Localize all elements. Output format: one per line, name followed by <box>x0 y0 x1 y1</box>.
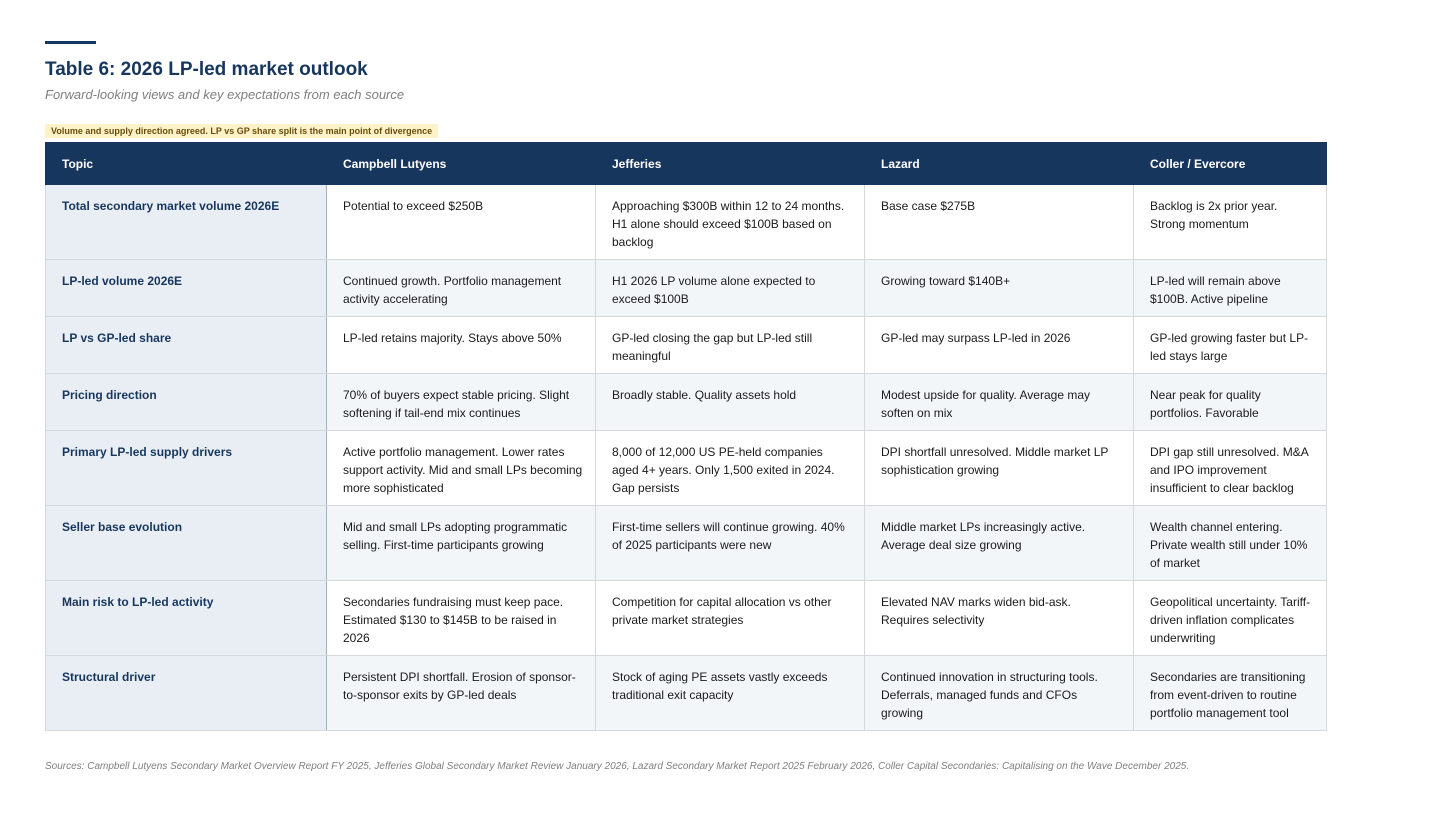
table-cell: Mid and small LPs adopting programmatic selling. First-time participants growing <box>327 506 596 581</box>
table-cell: Continued growth. Portfolio management activity accelerating <box>327 260 596 317</box>
table-cell: H1 2026 LP volume alone expected to exceed $100B <box>596 260 865 317</box>
page-title: Table 6: 2026 LP-led market outlook <box>45 59 368 80</box>
title-accent-rule <box>45 41 96 44</box>
table-cell: Approaching $300B within 12 to 24 months. H1 alone should exceed $100B based on backlog <box>596 185 865 260</box>
table-row <box>46 506 1327 581</box>
row-topic-cell: Main risk to LP-led activity <box>46 581 327 656</box>
table-cell: Competition for capital allocation vs other private market strategies <box>596 581 865 656</box>
table-cell: Secondaries are transitioning from event-driven to routine portfolio management tool <box>1134 656 1327 731</box>
table-body <box>46 185 1327 731</box>
table-cell: GP-led growing faster but LP-led stays large <box>1134 317 1327 374</box>
row-topic-cell: Total secondary market volume 2026E <box>46 185 327 260</box>
table-row <box>46 581 1327 656</box>
table-cell: First-time sellers will continue growing. 40% of 2025 participants were new <box>596 506 865 581</box>
table-cell: DPI gap still unresolved. M&A and IPO improvement insufficient to clear backlog <box>1134 431 1327 506</box>
table-cell: LP-led retains majority. Stays above 50% <box>327 317 596 374</box>
table-cell: Near peak for quality portfolios. Favorable <box>1134 374 1327 431</box>
column-header-campbell-lutyens: Campbell Lutyens <box>327 143 596 185</box>
table-cell: GP-led closing the gap but LP-led still meaningful <box>596 317 865 374</box>
table-cell: 8,000 of 12,000 US PE-held companies aged 4+ years. Only 1,500 exited in 2024. Gap persists <box>596 431 865 506</box>
page-subtitle: Forward-looking views and key expectations from each source <box>45 87 405 102</box>
table-cell: Backlog is 2x prior year. Strong momentum <box>1134 185 1327 260</box>
column-header-lazard: Lazard <box>865 143 1134 185</box>
table-cell: LP-led will remain above $100B. Active pipeline <box>1134 260 1327 317</box>
table-cell: Active portfolio management. Lower rates support activity. Mid and small LPs becoming more sophisticated <box>327 431 596 506</box>
table-cell: Elevated NAV marks widen bid-ask. Requires selectivity <box>865 581 1134 656</box>
column-header-topic: Topic <box>46 143 327 185</box>
row-topic-cell: Structural driver <box>46 656 327 731</box>
column-header-coller-evercore: Coller / Evercore <box>1134 143 1327 185</box>
table-row <box>46 185 1327 260</box>
table-cell: Continued innovation in structuring tools. Deferrals, managed funds and CFOs growing <box>865 656 1134 731</box>
table-cell: GP-led may surpass LP-led in 2026 <box>865 317 1134 374</box>
table-cell: Stock of aging PE assets vastly exceeds traditional exit capacity <box>596 656 865 731</box>
consensus-badge: Volume and supply direction agreed. LP vs GP share split is the main point of divergence <box>45 124 438 138</box>
table-cell: DPI shortfall unresolved. Middle market LP sophistication growing <box>865 431 1134 506</box>
table-cell: Growing toward $140B+ <box>865 260 1134 317</box>
row-topic-cell: LP-led volume 2026E <box>46 260 327 317</box>
table-cell: Modest upside for quality. Average may soften on mix <box>865 374 1134 431</box>
table-header <box>46 143 1327 185</box>
table-cell: Base case $275B <box>865 185 1134 260</box>
table-cell: 70% of buyers expect stable pricing. Slight softening if tail-end mix continues <box>327 374 596 431</box>
sources-footnote: Sources: Campbell Lutyens Secondary Market Overview Report FY 2025, Jefferies Global Secondary Market Review January 2026, Lazard Secondary Market Report 2025 February 2026, Coller Capital Secondaries: Capitalising on the Wave December 2025. <box>45 761 1190 772</box>
column-header-jefferies: Jefferies <box>596 143 865 185</box>
table-row <box>46 317 1327 374</box>
header-row <box>46 143 1327 185</box>
table-cell: Persistent DPI shortfall. Erosion of sponsor-to-sponsor exits by GP-led deals <box>327 656 596 731</box>
table-cell: Middle market LPs increasingly active. Average deal size growing <box>865 506 1134 581</box>
table-cell: Geopolitical uncertainty. Tariff-driven inflation complicates underwriting <box>1134 581 1327 656</box>
row-topic-cell: Pricing direction <box>46 374 327 431</box>
table-cell: Secondaries fundraising must keep pace. Estimated $130 to $145B to be raised in 2026 <box>327 581 596 656</box>
table-cell: Wealth channel entering. Private wealth still under 10% of market <box>1134 506 1327 581</box>
row-topic-cell: Primary LP-led supply drivers <box>46 431 327 506</box>
table-row <box>46 656 1327 731</box>
outlook-table <box>45 142 1327 731</box>
table-cell: Broadly stable. Quality assets hold <box>596 374 865 431</box>
row-topic-cell: LP vs GP-led share <box>46 317 327 374</box>
table-row <box>46 260 1327 317</box>
row-topic-cell: Seller base evolution <box>46 506 327 581</box>
table-row <box>46 431 1327 506</box>
table-cell: Potential to exceed $250B <box>327 185 596 260</box>
table-row <box>46 374 1327 431</box>
